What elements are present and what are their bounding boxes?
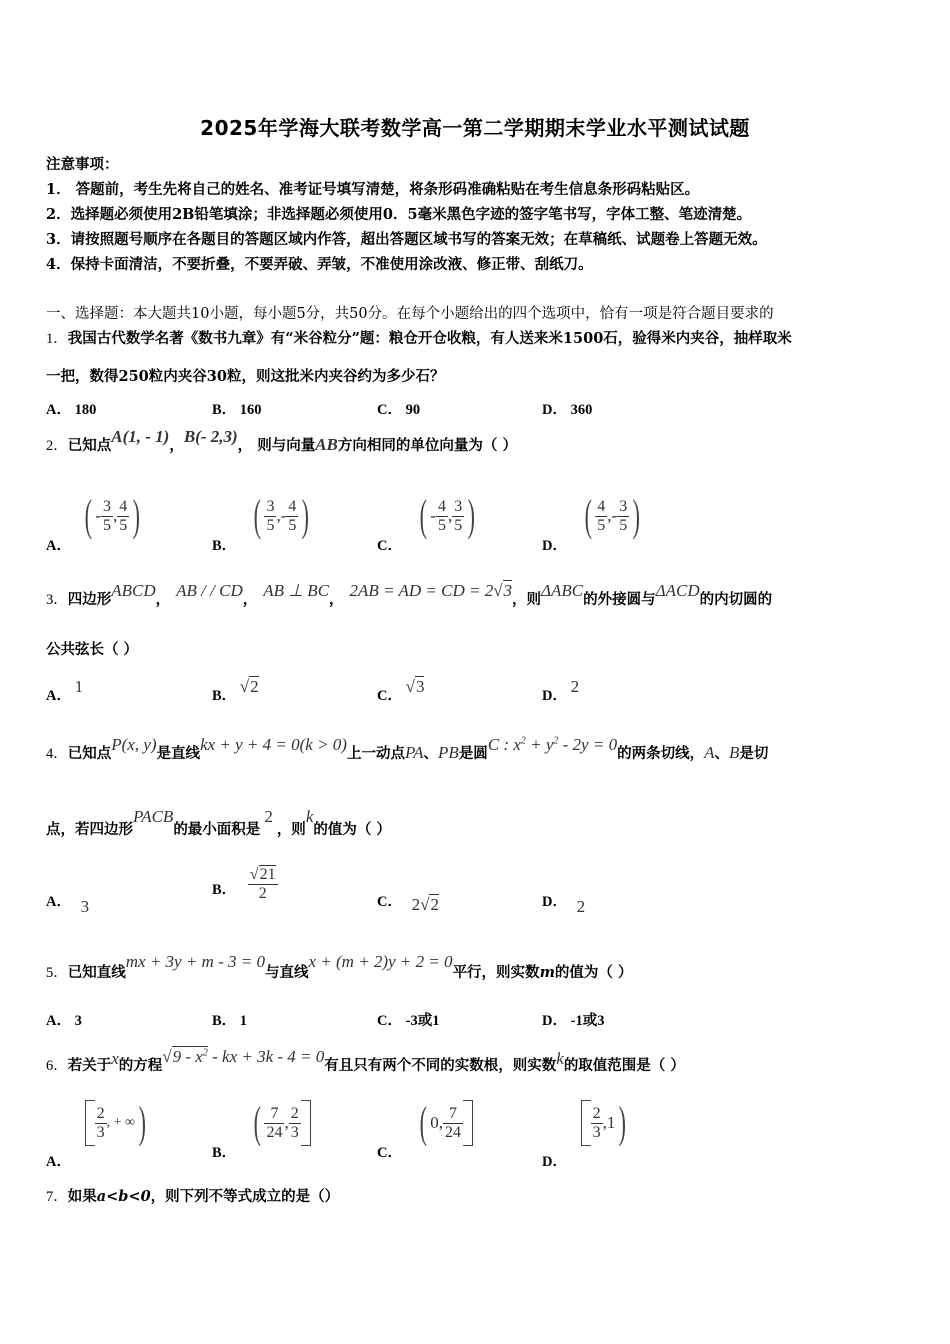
math-expr: ΔACD [655, 581, 700, 600]
option-a: A． 180 [46, 402, 97, 418]
math-expr: x + (m + 2)y + 2 = 0 [308, 952, 453, 971]
question-number: 6． [46, 1058, 68, 1074]
question-text: 平行，则实数 [452, 964, 540, 981]
math-expr: mx + 3y + m - 3 = 0 [125, 952, 265, 971]
math-expr: a<b<0 [96, 1188, 151, 1205]
punctuation: ， [169, 437, 184, 454]
option-c: C． 90 [377, 402, 421, 418]
question-text: 是圆 [458, 745, 488, 762]
math-expr: $√9 - x^2$ - kx + 3k - 4 = 0 [162, 1047, 325, 1066]
math-expr: P(x, y) [111, 735, 157, 754]
question-number: 5． [46, 965, 68, 981]
question-text: 的内切圆的 [699, 591, 773, 608]
option-a: A． 1 [46, 677, 84, 704]
option-a: A． ( - $\frac{3}{5}$ , $\frac{4}{5}$ ) [46, 491, 141, 554]
question-number: 2． [46, 438, 68, 454]
question-5: 5．已知直线mx + 3y + m - 3 = 0与直线x + (m + 2)y + 2 = 0平行，则实数m的值为（ ） [46, 952, 633, 981]
page-title: 2025年学海大联考数学高一第二学期期末学业水平测试试题 [200, 116, 750, 140]
question-text: 是切 [739, 745, 769, 762]
question-text: 若关于 [67, 1057, 112, 1074]
option-d: D． $\frac{2}{3}$ ,1 ) [542, 1098, 627, 1170]
notice-item: 3．请按照题号顺序在各题目的答题区域内作答，超出答题区域书写的答案无效；在草稿纸、试题卷上答题无效。 [46, 231, 767, 248]
question-text: 方向相同的单位向量为（ ） [337, 437, 517, 454]
question-text: 的值为（ ） [554, 964, 633, 981]
section-heading: 一、选择题：本大题共10小题，每小题5分，共50分。在每个小题给出的四个选项中，恰有一项是符合题目要求的 [46, 306, 774, 322]
question-7 [46, 1185, 339, 1206]
question-6: 6．若关于x的方程$√9 - x^2$ - kx + 3k - 4 = 0有且只有两个不同的实数根，则实数k的取值范围是（ ） [46, 1047, 685, 1074]
math-point-b: B(- 2,3) [183, 427, 238, 446]
notice-heading: 注意事项： [46, 156, 119, 173]
math-expr: ABCD [111, 581, 156, 600]
option-c: C． -3或1 [377, 1013, 440, 1029]
math-expr: 2AB = AD = CD = 2√3 [349, 581, 513, 600]
math-expr: PB [438, 743, 459, 762]
option-b: B． ( $\frac{3}{5}$ , - $\frac{4}{5}$ ) [212, 491, 310, 554]
question-text: 的两条切线， [617, 745, 705, 762]
math-point-a: A(1, - 1) [111, 427, 170, 446]
option-c: C． √3 [377, 677, 425, 704]
question-text: 与直线 [264, 964, 309, 981]
option-d: D． 360 [542, 402, 593, 418]
option-d: D． 2 [542, 894, 586, 916]
question-number: 7． [46, 1189, 68, 1205]
math-expr: ΔABC [541, 581, 584, 600]
math-expr: AB ⊥ BC [263, 581, 330, 600]
question-text: 已知点 [67, 437, 112, 454]
question-text: 的外接圆与 [583, 591, 656, 608]
option-a: A． $\frac{2}{3}$ , + ∞ ) [46, 1098, 146, 1170]
math-vector-ab: AB [315, 435, 338, 454]
math-expr: C : $x^2 + y^2 - 2y = 0$ [487, 735, 618, 754]
question-text: 已知直线 [67, 964, 126, 981]
question-text: ，则 [512, 591, 542, 608]
math-expr: AB / / CD [176, 581, 243, 600]
question-text: 有且只有两个不同的实数根，则实数 [324, 1057, 557, 1074]
question-number: 4． [46, 746, 68, 762]
option-d: D． 2 [542, 677, 580, 704]
question-text: 如果 [67, 1188, 97, 1205]
question-4: 4．已知点P(x, y)是直线kx + y + 4 = 0(k > 0)上一动点PA、PB是圆C : $x^2 + y^2 - 2y = 0$的两条切线，A、B是切 [46, 735, 769, 762]
option-a: A． 3 [46, 894, 90, 916]
question-text: 已知点 [67, 745, 112, 762]
question-number: 1． [46, 331, 68, 347]
question-text: 四边形 [67, 591, 112, 608]
option-a: A． 3 [46, 1013, 82, 1029]
notice-item: 2．选择题必须使用2B铅笔填涂；非选择题必须使用0．5毫米黑色字迹的签字笔书写，字体工整、笔迹清楚。 [46, 206, 752, 223]
question-text: ，则下列不等式成立的是（） [150, 1188, 340, 1205]
question-2 [46, 427, 517, 455]
option-d: D． -1或3 [542, 1013, 605, 1029]
notice-item: 4．保持卡面清洁，不要折叠，不要弄破、弄皱，不准使用涂改液、修正带、刮纸刀。 [46, 256, 593, 273]
question-number: 3． [46, 592, 68, 608]
question-3: 3．四边形ABCD， AB / / CD， AB ⊥ BC， 2AB = AD = CD = 2√3，则ΔABC的外接圆与ΔACD的内切圆的 [46, 581, 773, 608]
question-text: 的取值范围是（ ） [563, 1057, 685, 1074]
question-text: 是直线 [156, 745, 201, 762]
question-text: 上一动点 [346, 745, 405, 762]
question-4-line-2: 点，若四边形PACB的最小面积是2，则k的值为（ ） [46, 807, 391, 838]
option-b: B． 160 [212, 402, 262, 418]
option-d: D． ( $\frac{4}{5}$ , - $\frac{3}{5}$ ) [542, 491, 641, 554]
option-b: B． ( $\frac{7}{24}$ , $\frac{2}{3}$ [212, 1100, 311, 1146]
option-b: B． $\frac{√21}{2}$ [212, 866, 276, 902]
notice-item: 1． 答题前，考生先将自己的姓名、准考证号填写清楚，将条形码准确粘贴在考生信息条形码粘贴区。 [46, 181, 700, 198]
question-text: ， 则与向量 [237, 437, 316, 454]
math-expr: kx + y + 4 = 0(k > 0) [200, 735, 347, 754]
option-c: C． 2√2 [377, 894, 439, 914]
question-3-line-2: 公共弦长（ ） [46, 641, 139, 658]
question-1 [46, 327, 792, 348]
option-c: C． ( 0, $\frac{7}{24}$ [377, 1100, 473, 1146]
option-c: C． ( - $\frac{4}{5}$ , $\frac{3}{5}$ ) [377, 491, 476, 554]
question-1-line-2: 一把，数得250粒内夹谷30粒，则这批米内夹谷约为多少石？ [46, 368, 445, 385]
question-text: 我国古代数学名著《数书九章》有“米谷粒分”题：粮仓开仓收粮，有人送来米1500石，验得米内夹谷，抽样取米 [67, 330, 792, 347]
option-b: B． √2 [212, 677, 259, 704]
option-b: B． 1 [212, 1013, 248, 1029]
question-text: 的方程 [118, 1057, 163, 1074]
math-expr: PA [404, 743, 424, 762]
